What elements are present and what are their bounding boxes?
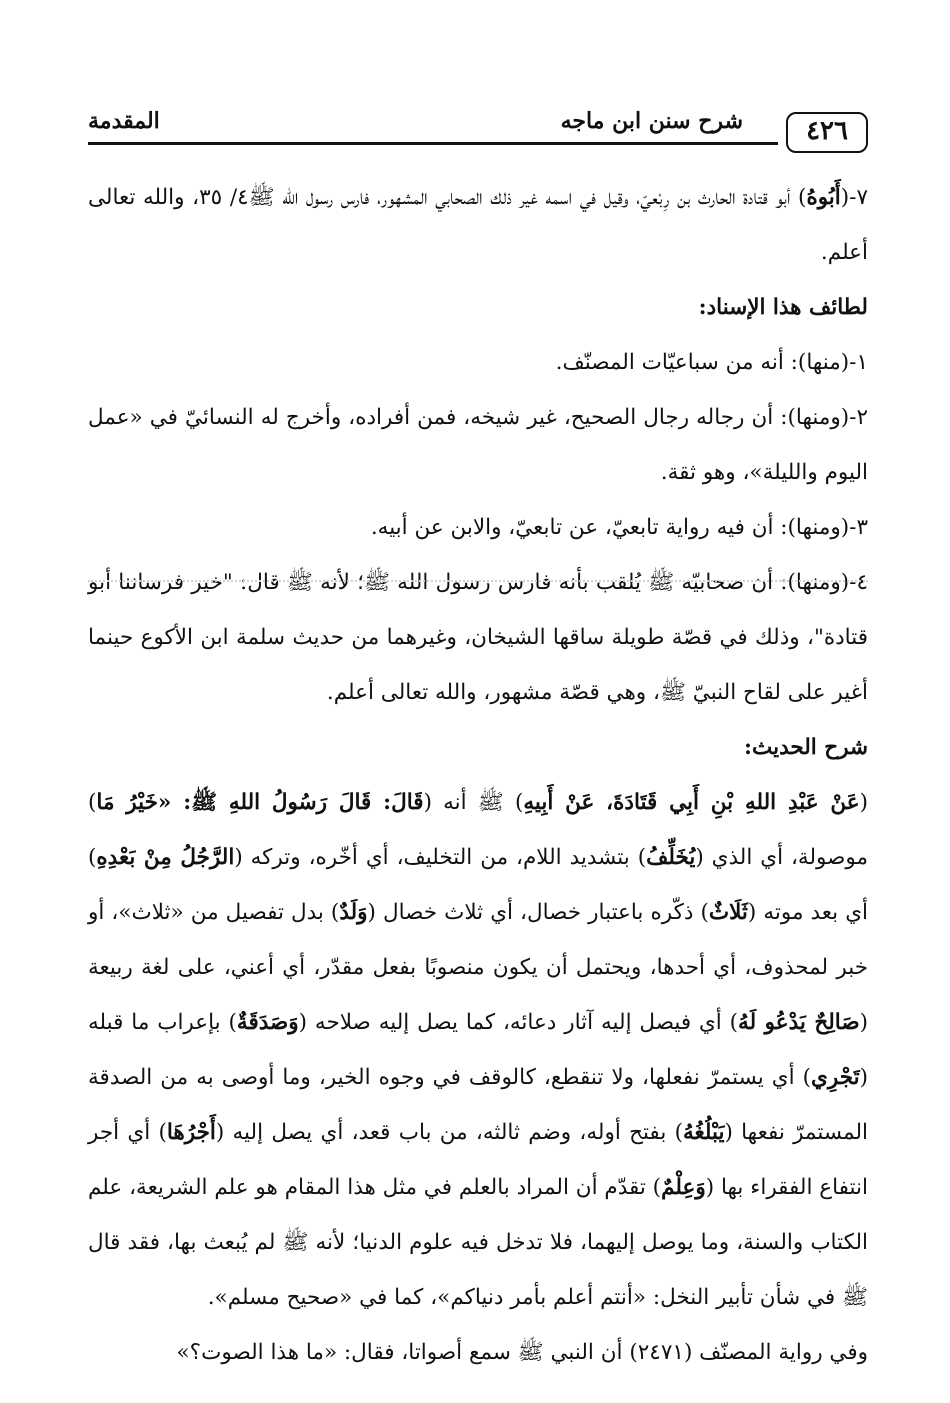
note-term: أَبُوهُ (806, 185, 841, 210)
header-divider (88, 142, 778, 145)
hadith-text: يُخَلِّفُ (646, 845, 696, 870)
note-text: ) أبو قتادة الحارث بن رِبْعيّ، وقيل في اسمه غير ذلك الصحابي المشهور، فارس رسول الله ﷺ٤/ ٣٥، والله تعالى أعلم. (88, 185, 868, 265)
text-run: ) موصولة، أي الذي ( (88, 790, 868, 870)
hadith-text: عَنْ عَبْدِ اللهِ بْنِ أَبِي قَتَادَةَ، عَنْ أَبِيهِ (523, 790, 860, 815)
text-run: ) تقدّم أن المراد بالعلم في مثل هذا المقام هو علم الشريعة، علم الكتاب والسنة، وما يوصل إليهما، فلا تدخل فيه علوم الدنيا؛ لأنه ﷺ لم يُبعث بها، فقد قال ﷺ في شأن تأبير النخل: «أنتم أعلم بأمر دنياكم»، كما في «صحيح مسلم». (88, 1175, 868, 1310)
hadith-text: أَجْرُهَا (166, 1120, 216, 1145)
text-run: ( (859, 790, 868, 815)
lataif-item-4: ٤-(ومنها): أن صحابيّه ﷺ يُلقب بأنه فارس رسول الله ﷺ؛ لأنه ﷺ قال: "خير فرساننا أبو قتادة"، وذلك في قصّة طويلة ساقها الشيخان، وغيرهما من حديث سلمة ابن الأكوع حينما أغير على لقاح النبيّ ﷺ، وهي قصّة مشهور، والله تعالى أعلم. (88, 570, 868, 705)
page-number: ٤٢٦ (786, 112, 868, 153)
section-title: المقدمة (88, 108, 160, 134)
hadith-text: قَالَ: قَالَ رَسُولُ اللهِ ﷺ: «خَيْرُ مَا (96, 790, 424, 815)
text-run: ) أي أجر انتفاع الفقراء بها ( (88, 1120, 868, 1200)
hadith-text: صَالِحٌ يَدْعُو لَهُ (738, 1010, 860, 1035)
hadith-text: تَجْرِي (811, 1065, 860, 1090)
text-run: ) ﷺ أنه ( (423, 790, 524, 815)
lataif-heading: لطائف هذا الإسناد: (698, 295, 868, 320)
narration-note: وفي رواية المصنّف (٢٤٧١) أن النبي ﷺ سمع أصواتا، فقال: «ما هذا الصوت؟» (176, 1340, 868, 1365)
lataif-item-2: ٢-(ومنها): أن رجاله رجال الصحيح، غير شيخه، فمن أفراده، وأخرج له النسائيّ في «عمل اليوم والليلة»، وهو ثقة. (88, 405, 868, 485)
note-number: ٧-( (840, 185, 868, 210)
book-page (88, 100, 869, 1365)
hadith-text: الرَّجُلُ مِنْ بَعْدِهِ (96, 845, 235, 870)
text-run: ) بتشديد اللام، من التخليف، أي أخّره، وتركه ( (234, 845, 647, 870)
hadith-text: وَعِلْمٌ (661, 1175, 706, 1200)
text-run: ) بفتح أوله، وضم ثالثه، من باب قعد، أي يصل إليه ( (215, 1120, 683, 1145)
hadith-text: وَلَدٌ (339, 900, 368, 925)
text-run: ) بدل تفصيل من «ثلاث»، أو خبر لمحذوف، أي أحدها، ويحتمل أن يكون منصوبًا بفعل مقدّر، أي أعني، على لغة ربيعة ( (88, 900, 868, 1035)
hadith-text: يَبْلُغُهُ (682, 1120, 725, 1145)
text-run: ) بإعراب ما قبله ( (88, 1010, 868, 1090)
text-run: ) أي يستمرّ نفعلها، ولا تنقطع، كالوقف في وجوه الخير، وما أوصى به من الصدقة المستمرّ نفعها ( (88, 1065, 868, 1145)
text-run: ) ذكّره باعتبار خصال، أي ثلاث خصال ( (367, 900, 709, 925)
sharh-heading: شرح الحديث: (744, 735, 868, 760)
narrator-note-7 (88, 170, 868, 280)
page-header (88, 100, 868, 160)
lataif-item-1: ١-(منها): أنه من سباعيّات المصنّف. (555, 350, 868, 375)
hadith-text: وَصَدَقَةٌ (236, 1010, 299, 1035)
text-run: ) أي بعد موته ( (88, 845, 869, 925)
page-body (88, 170, 868, 1380)
hadith-text: ثَلَاثٌ (708, 900, 748, 925)
sharh-paragraph (88, 775, 868, 1325)
lataif-item-3: ٣-(ومنها): أن فيه رواية تابعيّ، عن تابعيّ، والابن عن أبيه. (370, 515, 868, 540)
text-run: ) أي فيصل إليه آثار دعائه، كما يصل إليه صلاحه ( (298, 1010, 739, 1035)
scan-dotted-line (88, 580, 868, 582)
book-title: شرح سنن ابن ماجه (560, 108, 743, 134)
